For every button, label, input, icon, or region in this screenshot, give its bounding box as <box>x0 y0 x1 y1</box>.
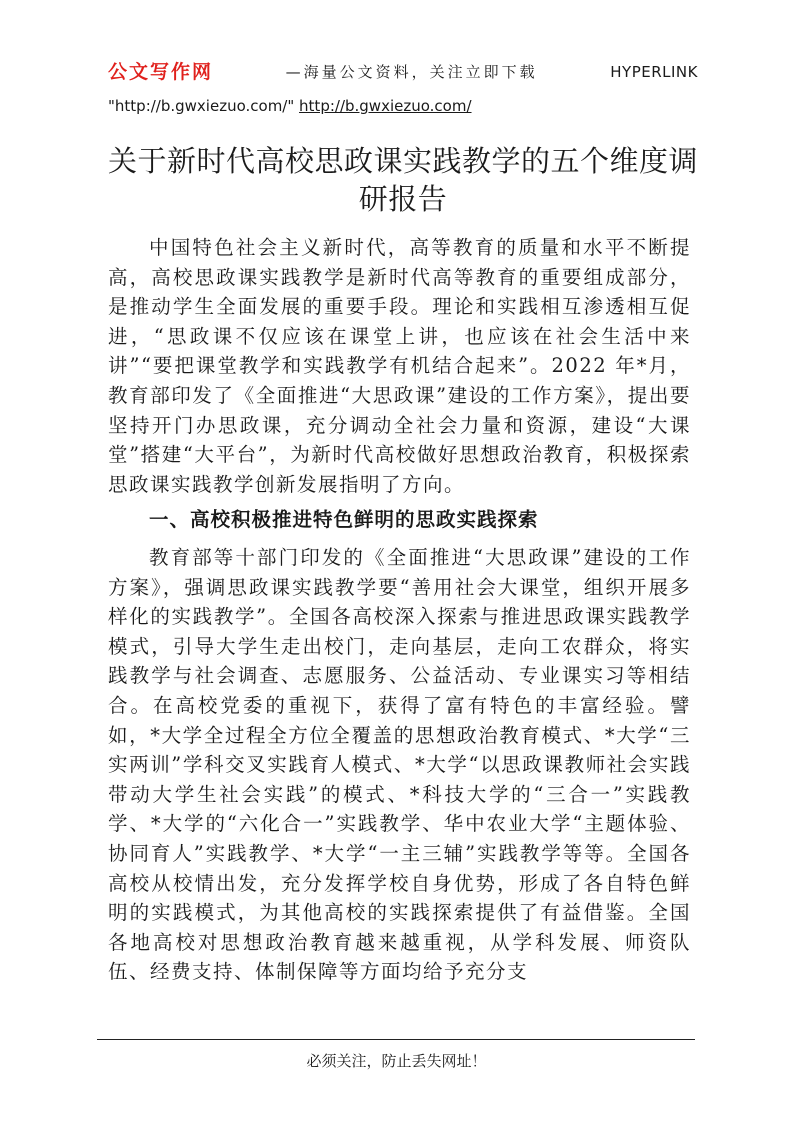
header-line-1 <box>108 58 698 86</box>
header-tagline: —海量公文资料，关注立即下载 <box>285 63 538 81</box>
body-paragraph-2: 教育部等十部门印发的《全面推进“大思政课”建设的工作方案》，强调思政课实践教学要“善用社会大课堂，组织开展多样化的实践教学”。全国各高校深入探索与推进思政课实践教学模式，引导大学生走出校门，走向基层，走向工农群众，将实践教学与社会调查、志愿服务、公益活动、专业课实习等相结合。在高校党委的重视下，获得了富有特色的丰富经验。譬如，*大学全过程全方位全覆盖的思想政治教育模式、*大学“三实两训”学科交叉实践育人模式、*大学“以思政课教师社会实践带动大学生社会实践”的模式、*科技大学的“三合一”实践教学、*大学的“六化合一”实践教学、华中农业大学“主题体验、协同育人”实践教学、*大学“一主三辅”实践教学等等。全国各高校从校情出发，充分发挥学校自身优势，形成了各自特色鲜明的实践模式，为其他高校的实践探索提供了有益借鉴。全国各地高校对思想政治教育越来越重视，从学科发展、师资队伍、经费支持、体制保障等方面均给予充分支 <box>108 546 691 984</box>
hyperlink-field-code: HYPERLINK <box>610 63 698 81</box>
url-field-code: "http://b.gwxiezuo.com/" <box>108 97 295 115</box>
document-title: 关于新时代高校思政课实践教学的五个维度调研报告 <box>108 144 699 216</box>
body-paragraph-1: 中国特色社会主义新时代，高等教育的质量和水平不断提高，高校思政课实践教学是新时代高等教育的重要组成部分，是推动学生全面发展的重要手段。理论和实践相互渗透相互促进，“思政课不仅应该在课堂上讲，也应该在社会生活中来讲”“要把课堂教学和实践教学有机结合起来”。2022 年*月，教育部印发了《全面推进“大思政课”建设的工作方案》，提出要坚持开门办思政课，充分调动全社会力量和资源，建设“大课堂”搭建“大平台”，为新时代高校做好思想政治教育，积极探索思政课实践教学创新发展指明了方向。 <box>108 236 691 496</box>
header-line-2 <box>108 92 698 120</box>
footer-divider <box>97 1039 695 1040</box>
website-link[interactable]: http://b.gwxiezuo.com/ <box>299 97 472 115</box>
section-heading-1: 一、高校积极推进特色鲜明的思政实践探索 <box>149 508 539 531</box>
brand-name[interactable]: 公文写作网 <box>108 61 214 83</box>
footer-notice: 必须关注，防止丢失网址！ <box>306 1052 487 1070</box>
page-header <box>108 58 698 120</box>
